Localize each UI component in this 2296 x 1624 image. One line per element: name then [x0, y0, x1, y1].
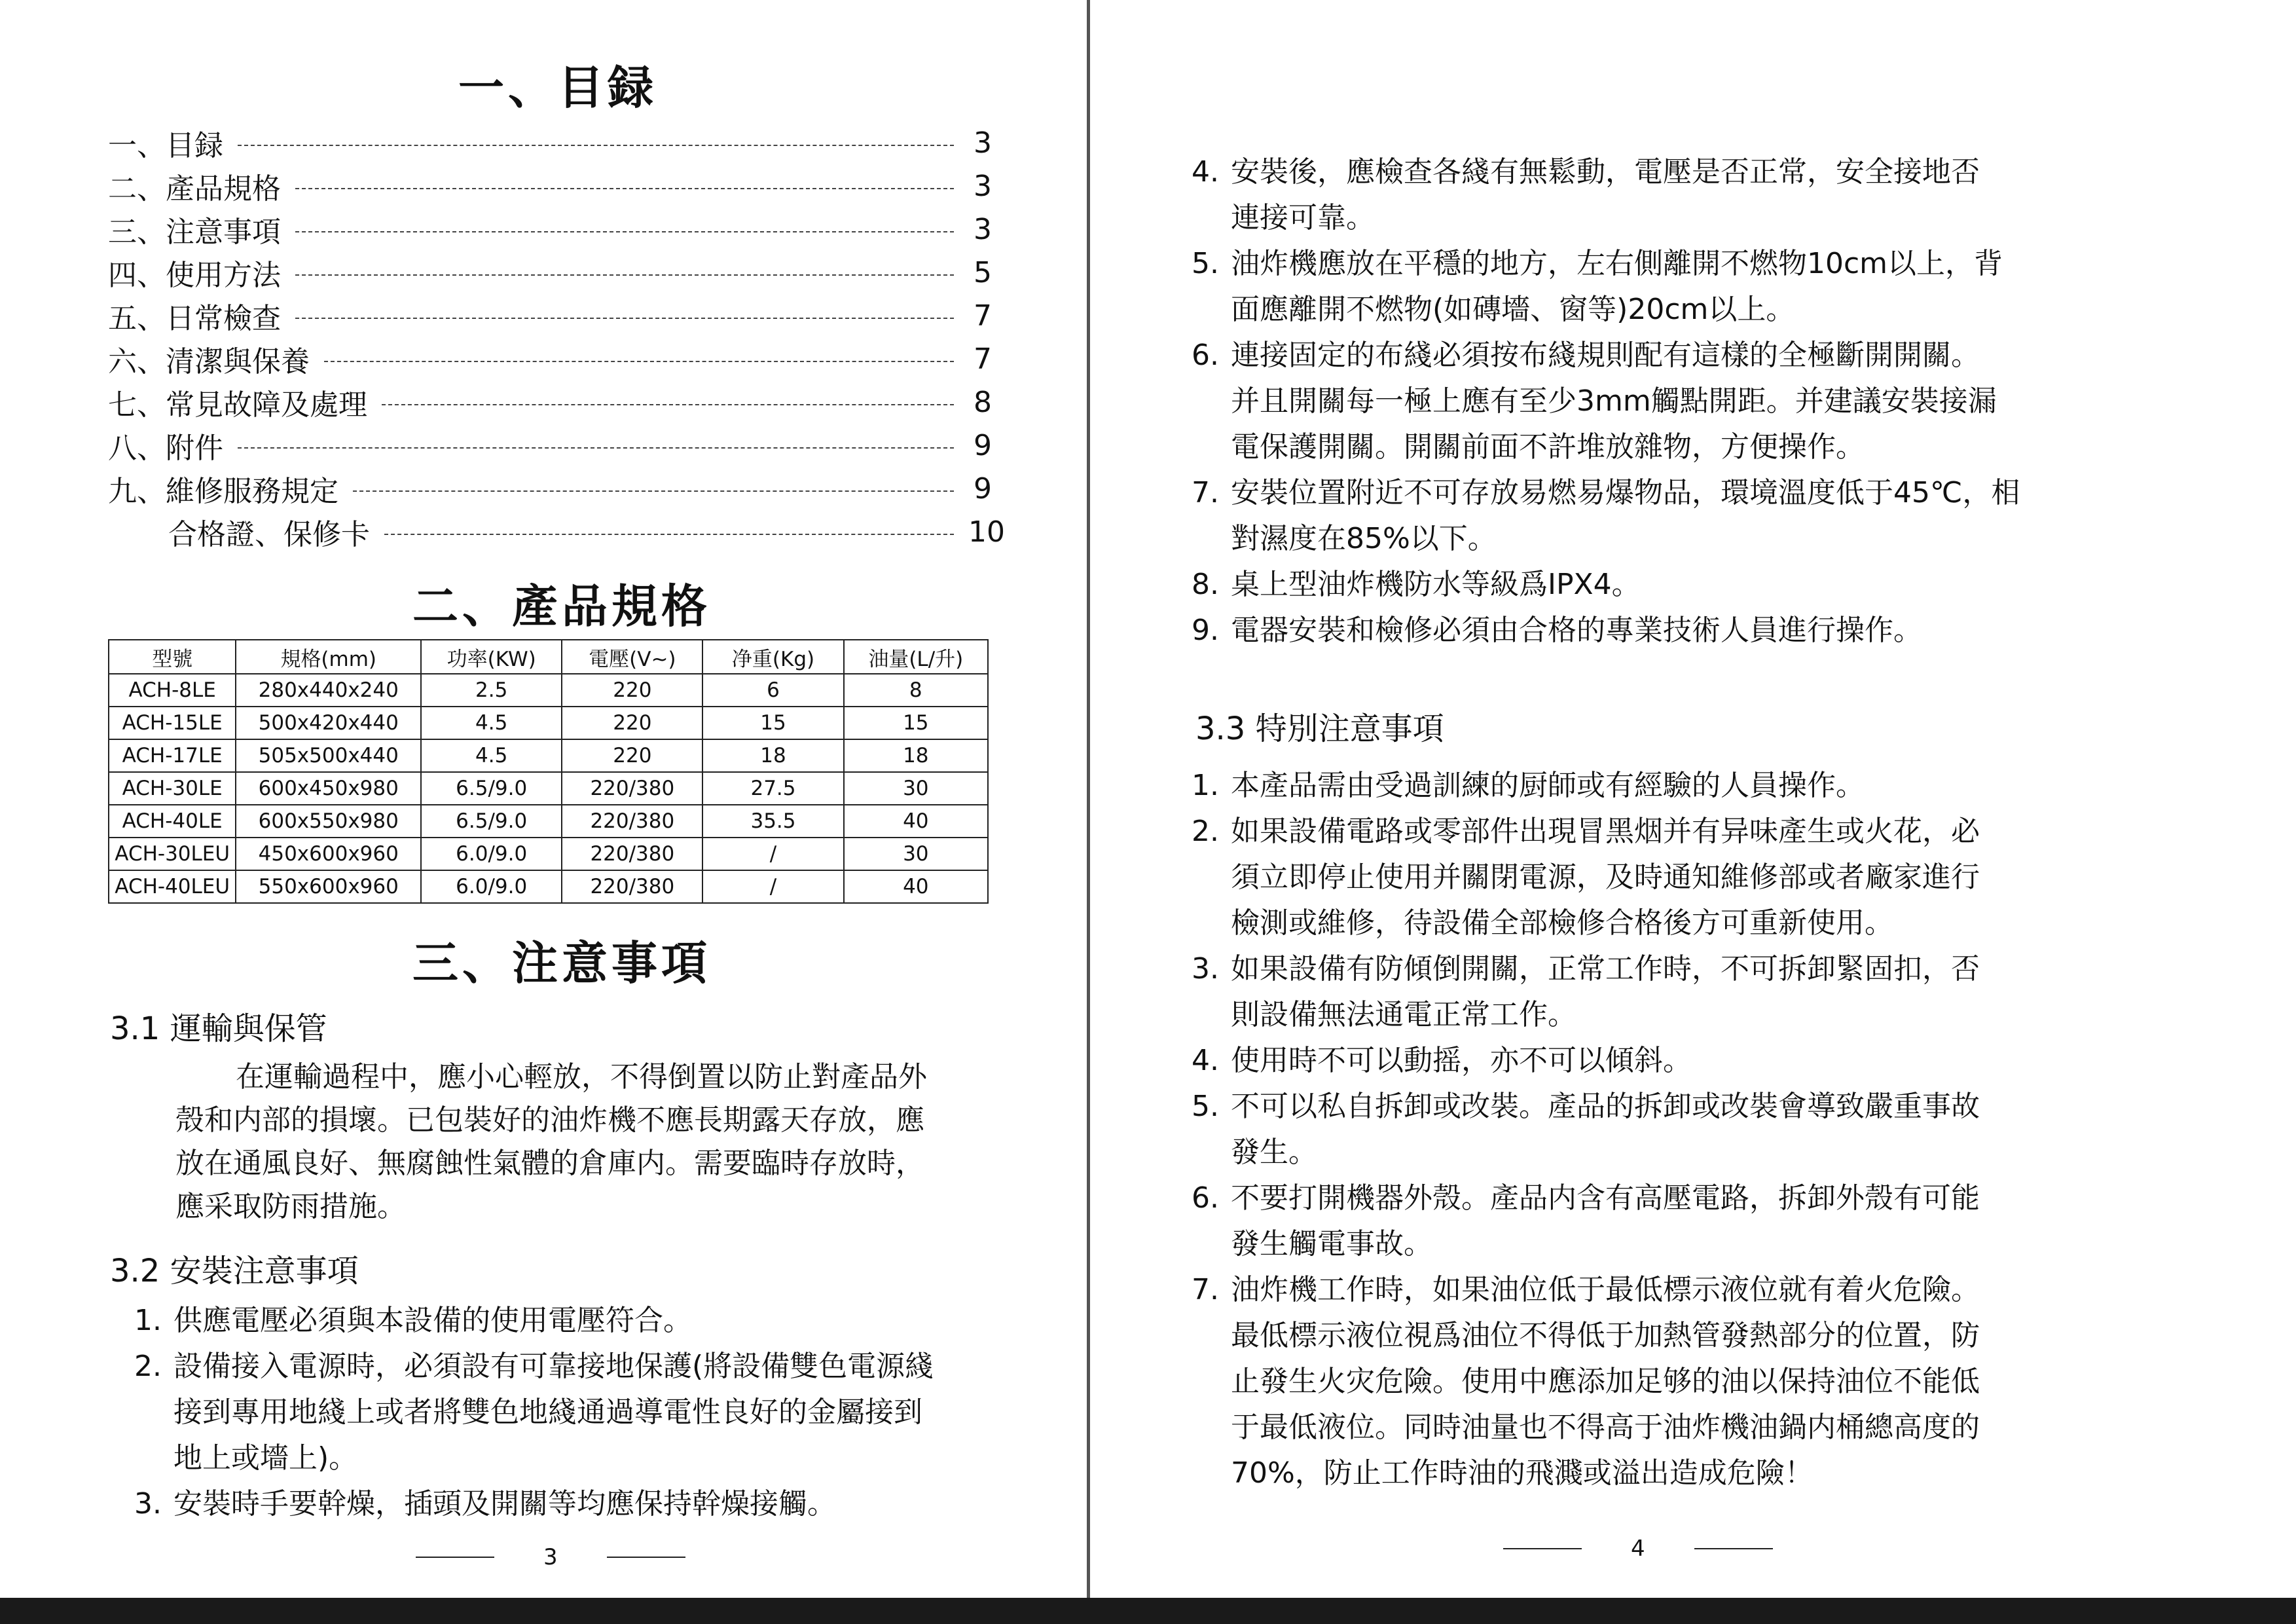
toc-leader [295, 188, 954, 189]
toc-leader [295, 274, 954, 276]
table-cell: 505x500x440 [236, 739, 421, 772]
toc-entry [108, 164, 992, 208]
list-item-line: 本產品需由受過訓練的厨師或有經驗的人員操作。 [1231, 769, 1865, 802]
list-item-line: 設備接入電源時，必須設有可靠接地保護(將設備雙色電源綫 [173, 1350, 934, 1383]
table-header-cell: 净重(Kg) [702, 640, 843, 674]
list-item-line: 不要打開機器外殼。產品内含有高壓電路，拆卸外殼有可能 [1231, 1181, 1980, 1215]
table-cell: 220/380 [562, 772, 702, 805]
table-cell: 30 [844, 772, 988, 805]
toc-entry-title: 八、附件 [108, 432, 223, 465]
list-item-text [1231, 946, 2128, 1038]
list-item-text [1231, 1084, 2128, 1175]
list-item-number: 7. [1192, 476, 1219, 509]
spec-heading: 二、產品規格 [412, 580, 711, 633]
toc-entry-title: 三、注意事項 [108, 215, 281, 249]
list-item-line: 70%，防止工作時油的飛濺或溢出造成危險！ [1231, 1456, 1813, 1490]
list-item-line: 如果設備有防傾倒開關，正常工作時，不可拆卸緊固扣，否 [1231, 952, 1980, 986]
list-item-line: 電器安裝和檢修必須由合格的專業技術人員進行操作。 [1231, 614, 1922, 647]
table-cell: 220 [562, 707, 702, 739]
section-3-2-list [134, 1298, 1005, 1527]
list-item-text [1231, 241, 2128, 333]
section-3-1-title: 3.1 運輸與保管 [110, 1010, 327, 1047]
left-page [0, 0, 1087, 1598]
list-item-text [1231, 763, 2128, 809]
page-number: 4 [1631, 1536, 1645, 1562]
list-item-text [1231, 333, 2128, 470]
table-cell: ACH-30LEU [109, 838, 236, 870]
install-notes-list [1192, 149, 2128, 654]
toc-entry [108, 294, 992, 337]
footer-rule [607, 1557, 685, 1558]
paragraph-line: 放在通風良好、無腐蝕性氣體的倉庫内。需要臨時存放時， [175, 1147, 924, 1180]
footer-rule [1694, 1548, 1773, 1549]
list-item-text [1231, 149, 2128, 241]
list-item-line: 止發生火灾危險。使用中應添加足够的油以保持油位不能低 [1231, 1365, 1980, 1398]
paragraph-line: 應采取防雨措施。 [175, 1190, 406, 1223]
table-cell: / [702, 838, 843, 870]
list-item-text [1231, 1175, 2128, 1267]
list-item [134, 1298, 1005, 1344]
table-cell: ACH-40LEU [109, 870, 236, 903]
toc-entry-title: 一、目録 [108, 129, 223, 162]
table-cell: 220/380 [562, 805, 702, 838]
table-header-cell: 型號 [109, 640, 236, 674]
paragraph-line: 殼和内部的損壞。已包裝好的油炸機不應長期露天存放，應 [175, 1103, 924, 1137]
table-cell: 15 [702, 707, 843, 739]
table-header-cell: 功率(KW) [421, 640, 562, 674]
toc-heading: 一、目録 [458, 61, 657, 115]
list-item-text [1231, 809, 2128, 946]
toc-entry-title: 合格證、保修卡 [168, 518, 370, 551]
list-item-line: 檢測或維修，待設備全部檢修合格後方可重新使用。 [1231, 906, 1893, 940]
list-item-line: 于最低液位。同時油量也不得高于油炸機油鍋内桶總高度的 [1231, 1411, 1980, 1444]
list-item-text [1231, 562, 2128, 608]
table-header-cell: 油量(L/升) [844, 640, 988, 674]
list-item [134, 1344, 1005, 1481]
table-cell: ACH-8LE [109, 674, 236, 707]
list-item [1192, 809, 2128, 946]
toc-leader [238, 447, 954, 449]
list-item-line: 發生。 [1231, 1135, 1317, 1169]
list-item-number: 6. [1192, 339, 1219, 372]
list-item-number: 8. [1192, 568, 1219, 601]
toc-entry-page: 5 [974, 255, 992, 289]
table-row [109, 805, 988, 838]
table-row [109, 739, 988, 772]
scan-bottom-edge [0, 1598, 2296, 1624]
table-row [109, 707, 988, 739]
toc-leader [295, 231, 954, 232]
list-item-text [1231, 1038, 2128, 1084]
notice-heading: 三、注意事項 [412, 936, 711, 990]
list-item-line: 使用時不可以動摇，亦不可以傾斜。 [1231, 1044, 1692, 1077]
table-cell: ACH-40LE [109, 805, 236, 838]
table-header-cell: 規格(mm) [236, 640, 421, 674]
table-cell: 6 [702, 674, 843, 707]
list-item-text [173, 1481, 1005, 1527]
list-item-number: 1. [1192, 769, 1219, 802]
list-item-number: 1. [134, 1304, 162, 1337]
list-item-text [1231, 608, 2128, 654]
list-item-line: 并且開關每一極上應有至少3mm觸點開距。并建議安裝接漏 [1231, 384, 1997, 418]
table-cell: 600x550x980 [236, 805, 421, 838]
list-item-text [173, 1344, 1005, 1481]
table-cell: 4.5 [421, 707, 562, 739]
table-cell: 15 [844, 707, 988, 739]
list-item [1192, 1267, 2128, 1496]
list-item [1192, 763, 2128, 809]
list-item-line: 如果設備電路或零部件出現冒黑烟并有异味產生或火花，必 [1231, 815, 1980, 848]
list-item-line: 安裝位置附近不可存放易燃易爆物品，環境溫度低于45℃，相 [1231, 476, 2020, 509]
footer-rule [416, 1557, 494, 1558]
toc-leader [324, 361, 954, 362]
table-cell: 6.5/9.0 [421, 805, 562, 838]
list-item-line: 油炸機應放在平穩的地方，左右側離開不燃物10cm以上，背 [1231, 247, 2003, 280]
list-item-number: 6. [1192, 1181, 1219, 1215]
table-row [109, 674, 988, 707]
page-number: 3 [543, 1544, 558, 1570]
section-3-2-title: 3.2 安裝注意事項 [110, 1253, 359, 1289]
table-cell: 2.5 [421, 674, 562, 707]
list-item-number: 2. [134, 1350, 162, 1383]
table-cell: 500x420x440 [236, 707, 421, 739]
list-item-number: 4. [1192, 155, 1219, 189]
table-cell: 280x440x240 [236, 674, 421, 707]
toc-entry-title: 九、維修服務規定 [108, 475, 338, 508]
list-item-number: 2. [1192, 815, 1219, 848]
toc-leader [382, 404, 954, 405]
toc-leader [353, 490, 954, 492]
table-cell: 6.0/9.0 [421, 838, 562, 870]
list-item-number: 5. [1192, 247, 1219, 280]
table-cell: / [702, 870, 843, 903]
table-cell: 18 [702, 739, 843, 772]
toc-entry-page: 3 [974, 212, 992, 246]
toc-entry-title: 五、日常檢查 [108, 302, 281, 335]
list-item [1192, 1175, 2128, 1267]
list-item [1192, 149, 2128, 241]
list-item-line: 連接可靠。 [1231, 201, 1375, 234]
toc-entry-page: 3 [974, 126, 992, 160]
table-cell: ACH-15LE [109, 707, 236, 739]
table-cell: 30 [844, 838, 988, 870]
special-notes-list [1192, 763, 2128, 1496]
table-cell: 220 [562, 674, 702, 707]
list-item-text [173, 1298, 1005, 1344]
list-item-line: 地上或墻上)。 [173, 1441, 358, 1475]
list-item-line: 面應離開不燃物(如磚墻、窗等)20cm以上。 [1231, 293, 1795, 326]
list-item-line: 須立即停止使用并關閉電源，及時通知維修部或者廠家進行 [1231, 860, 1980, 894]
toc-leader [295, 318, 954, 319]
list-item [1192, 333, 2128, 470]
table-cell: 27.5 [702, 772, 843, 805]
list-item-line: 安裝後，應檢查各綫有無鬆動，電壓是否正常，安全接地否 [1231, 155, 1980, 189]
toc-entry-page: 9 [974, 471, 992, 506]
toc-entry-page: 9 [974, 428, 992, 462]
list-item [1192, 1084, 2128, 1175]
list-item-line: 接到專用地綫上或者將雙色地綫通過導電性良好的金屬接到 [173, 1395, 922, 1429]
list-item-line: 油炸機工作時，如果油位低于最低標示液位就有着火危險。 [1231, 1273, 1980, 1306]
table-cell: 35.5 [702, 805, 843, 838]
list-item [134, 1481, 1005, 1527]
table-cell: ACH-30LE [109, 772, 236, 805]
list-item-text [1231, 470, 2128, 562]
toc-entry [108, 208, 992, 251]
list-item-line: 最低標示液位視爲油位不得低于加熱管發熱部分的位置，防 [1231, 1319, 1980, 1352]
spec-table [108, 639, 989, 904]
table-cell: 6.5/9.0 [421, 772, 562, 805]
toc-entry [168, 510, 1005, 553]
toc-entry-title: 六、清潔與保養 [108, 345, 310, 378]
toc-entry [108, 251, 992, 294]
toc-leader [238, 145, 954, 146]
page-footer [1503, 1536, 1773, 1562]
table-row [109, 772, 988, 805]
list-item-number: 3. [1192, 952, 1219, 986]
toc-entry-page: 7 [974, 299, 992, 333]
page-footer [416, 1544, 685, 1570]
table-row [109, 838, 988, 870]
list-item-number: 7. [1192, 1273, 1219, 1306]
list-item-line: 電保護開關。開關前面不許堆放雜物，方便操作。 [1231, 430, 1865, 464]
list-item-line: 對濕度在85%以下。 [1231, 522, 1497, 555]
toc-entry-title: 四、使用方法 [108, 259, 281, 292]
list-item-line: 連接固定的布綫必須按布綫規則配有這樣的全極斷開開關。 [1231, 339, 1980, 372]
toc-entry-page: 8 [974, 385, 992, 419]
table-cell: 220 [562, 739, 702, 772]
table-cell: 40 [844, 870, 988, 903]
list-item [1192, 608, 2128, 654]
list-item [1192, 241, 2128, 333]
toc-entry-title: 二、產品規格 [108, 172, 281, 206]
toc-entry [108, 467, 992, 510]
table-cell: 550x600x960 [236, 870, 421, 903]
table-cell: 6.0/9.0 [421, 870, 562, 903]
list-item-line: 安裝時手要幹燥，插頭及開關等均應保持幹燥接觸。 [173, 1487, 836, 1521]
list-item-number: 4. [1192, 1044, 1219, 1077]
table-cell: 220/380 [562, 838, 702, 870]
list-item-line: 供應電壓必須與本設備的使用電壓符合。 [173, 1304, 692, 1337]
table-cell: 40 [844, 805, 988, 838]
toc-entry-title: 七、常見故障及處理 [108, 388, 367, 422]
footer-rule [1503, 1548, 1582, 1549]
page-gutter [1087, 0, 1090, 1598]
toc-leader [384, 534, 954, 535]
table-cell: 600x450x980 [236, 772, 421, 805]
list-item [1192, 562, 2128, 608]
table-cell: 450x600x960 [236, 838, 421, 870]
table-cell: 18 [844, 739, 988, 772]
list-item [1192, 946, 2128, 1038]
table-cell: ACH-17LE [109, 739, 236, 772]
table-cell: 4.5 [421, 739, 562, 772]
table-cell: 220/380 [562, 870, 702, 903]
list-item-line: 不可以私自拆卸或改裝。產品的拆卸或改裝會導致嚴重事故 [1231, 1090, 1980, 1123]
table-cell: 8 [844, 674, 988, 707]
toc-entry [108, 121, 992, 164]
list-item [1192, 1038, 2128, 1084]
paragraph-line: 在運輸過程中，應小心輕放，不得倒置以防止對產品外 [236, 1060, 927, 1094]
list-item-line: 桌上型油炸機防水等級爲IPX4。 [1231, 568, 1641, 601]
toc-entry [108, 337, 992, 380]
list-item [1192, 470, 2128, 562]
toc-entry [108, 380, 992, 424]
toc-entry [108, 424, 992, 467]
table-row [109, 870, 988, 903]
right-page [1091, 0, 2296, 1598]
section-3-1-body [175, 1056, 994, 1228]
table-header-cell: 電壓(V~) [562, 640, 702, 674]
list-item-number: 9. [1192, 614, 1219, 647]
toc-entry-page: 10 [968, 515, 1005, 549]
toc-entry-page: 7 [974, 342, 992, 376]
list-item-text [1231, 1267, 2128, 1496]
list-item-line: 發生觸電事故。 [1231, 1227, 1432, 1261]
section-3-3-title: 3.3 特別注意事項 [1195, 710, 1444, 747]
list-item-number: 3. [134, 1487, 162, 1521]
list-item-number: 5. [1192, 1090, 1219, 1123]
list-item-line: 則設備無法通電正常工作。 [1231, 998, 1576, 1031]
toc-entry-page: 3 [974, 169, 992, 203]
